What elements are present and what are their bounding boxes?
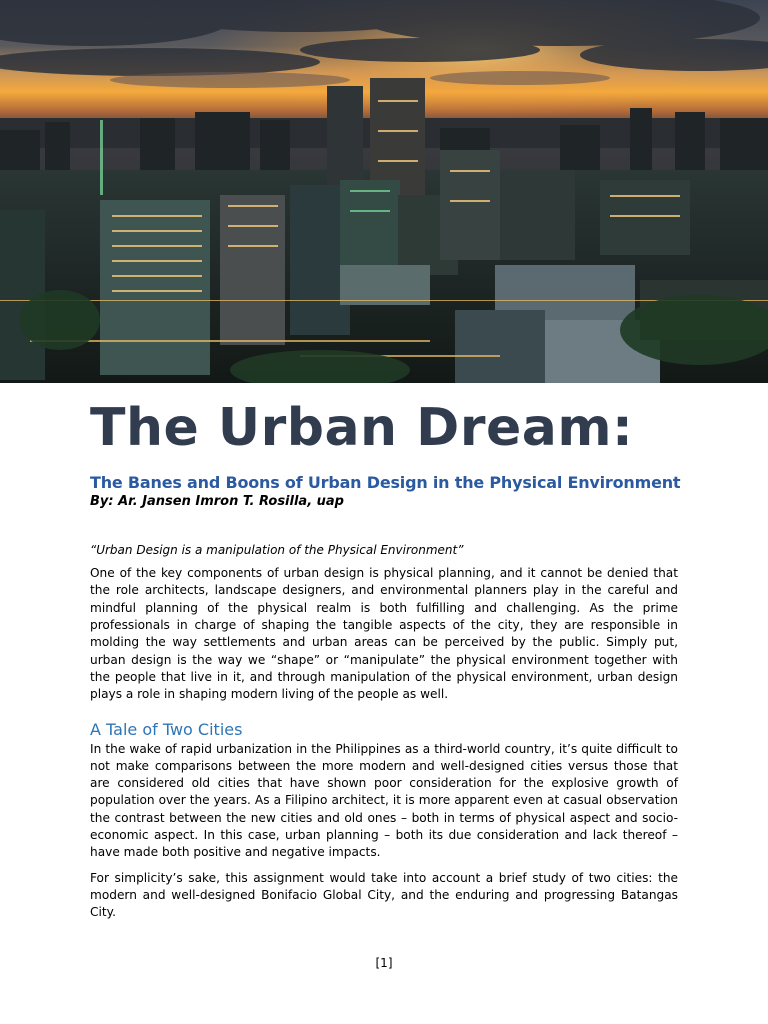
epigraph-quote: “Urban Design is a manipulation of the Physical Environment” (90, 543, 464, 558)
section-heading: A Tale of Two Cities (90, 719, 243, 739)
section-paragraph-2: For simplicity’s sake, this assignment would take into account a brief study of two cities: the modern and well-designed Bonifacio Global City, and the enduring and progressing Batangas City. (90, 870, 678, 920)
document-title: The Urban Dream: (90, 398, 634, 458)
author-byline: By: Ar. Jansen Imron T. Rosilla, uap (90, 494, 344, 510)
intro-paragraph: One of the key components of urban design is physical planning, and it cannot be denied that the role architects, landscape designers, and environmental planners play in the careful and mindful planning of the physical realm is both fulfilling and challenging. As the prime professionals in charge of shaping the tangible aspects of the city, they are responsible in molding the way settlements and urban areas can be perceived by the public. Simply put, urban design is the way we “shape” or “manipulate” the physical environment together with the people that live in it, and through manipulation of the physical environment, urban design plays a role in shaping modern living of the people as well. (90, 566, 678, 702)
document-subtitle: The Banes and Boons of Urban Design in the Physical Environment (90, 473, 681, 493)
city-skyline-photo (0, 0, 768, 383)
page-number: [1] (375, 956, 393, 970)
section-paragraph-1: In the wake of rapid urbanization in the Philippines as a third-world country, it’s quite difficult to not make comparisons between the more modern and well-designed cities versus those that are considered old cities that have shown poor consideration for the explosive growth of population over the years. As a Filipino architect, it is more apparent even at casual observation the contrast between the new cities and old ones – both in terms of physical aspect and socio-economic aspect. In this case, urban planning – both its due consideration and lack thereof – have made both positive and negative impacts. (90, 741, 678, 860)
article (90, 388, 681, 922)
